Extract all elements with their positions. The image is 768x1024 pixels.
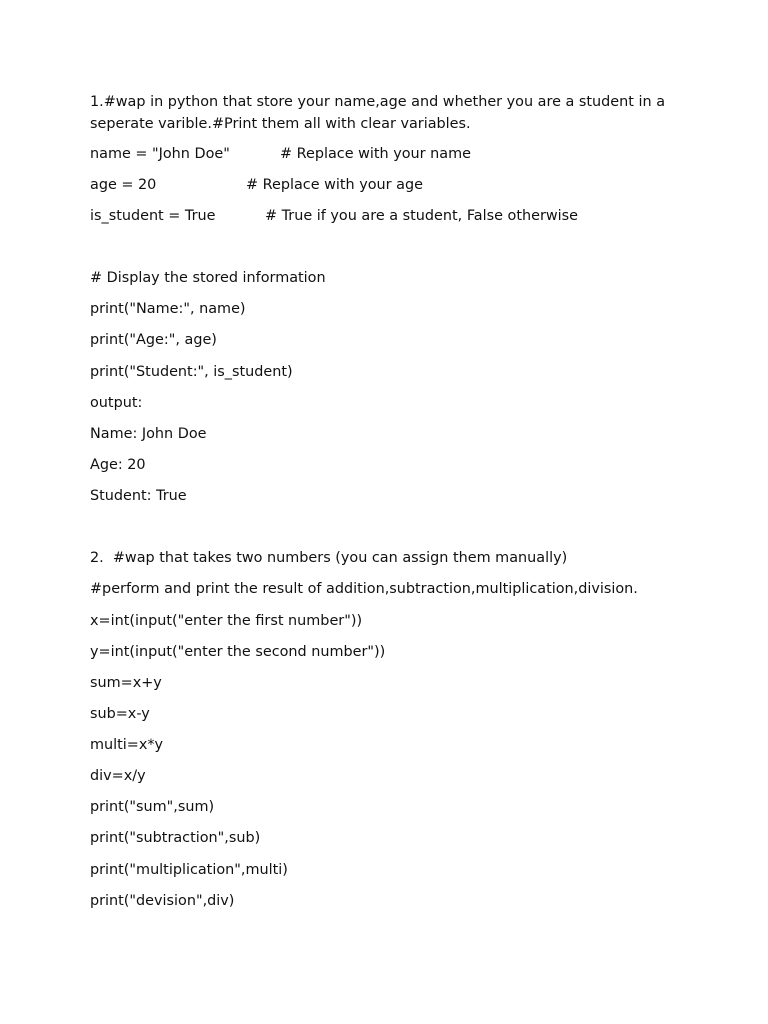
code-comment-name: # Replace with your name: [280, 146, 471, 162]
print-line-sum: print("sum",sum): [90, 799, 215, 815]
code-comment-age: # Replace with your age: [246, 177, 423, 193]
code-line-sum: sum=x+y: [90, 675, 162, 691]
print-line-student: print("Student:", is_student): [90, 364, 293, 380]
print-line-subtraction: print("subtraction",sub): [90, 830, 261, 846]
output-line-student: Student: True: [90, 488, 187, 504]
question-2-heading: 2. #wap that takes two numbers (you can assign them manually): [90, 550, 568, 566]
output-line-age: Age: 20: [90, 457, 146, 473]
question-1-heading: 1.#wap in python that store your name,age and whether you are a student in a seperate varible.#Print them all with clear variables.: [90, 94, 666, 132]
print-line-name: print("Name:", name): [90, 301, 246, 317]
code-line-age: age = 20: [90, 177, 157, 193]
question-2-subheading: #perform and print the result of addition,subtraction,multiplication,division.: [90, 581, 638, 597]
code-line-is-student: is_student = True: [90, 208, 216, 224]
code-line-multi: multi=x*y: [90, 737, 164, 753]
code-line-div: div=x/y: [90, 768, 146, 784]
print-line-multiplication: print("multiplication",multi): [90, 862, 288, 878]
code-line-y: y=int(input("enter the second number")): [90, 644, 386, 660]
code-line-sub: sub=x-y: [90, 706, 150, 722]
output-line-name: Name: John Doe: [90, 426, 207, 442]
print-line-division: print("devision",div): [90, 893, 235, 909]
code-line-x: x=int(input("enter the first number")): [90, 613, 363, 629]
print-line-age: print("Age:", age): [90, 332, 217, 348]
display-comment: # Display the stored information: [90, 270, 326, 286]
code-line-name: name = "John Doe": [90, 146, 230, 162]
output-label: output:: [90, 395, 143, 411]
code-comment-is-student: # True if you are a student, False otherwise: [265, 208, 578, 224]
